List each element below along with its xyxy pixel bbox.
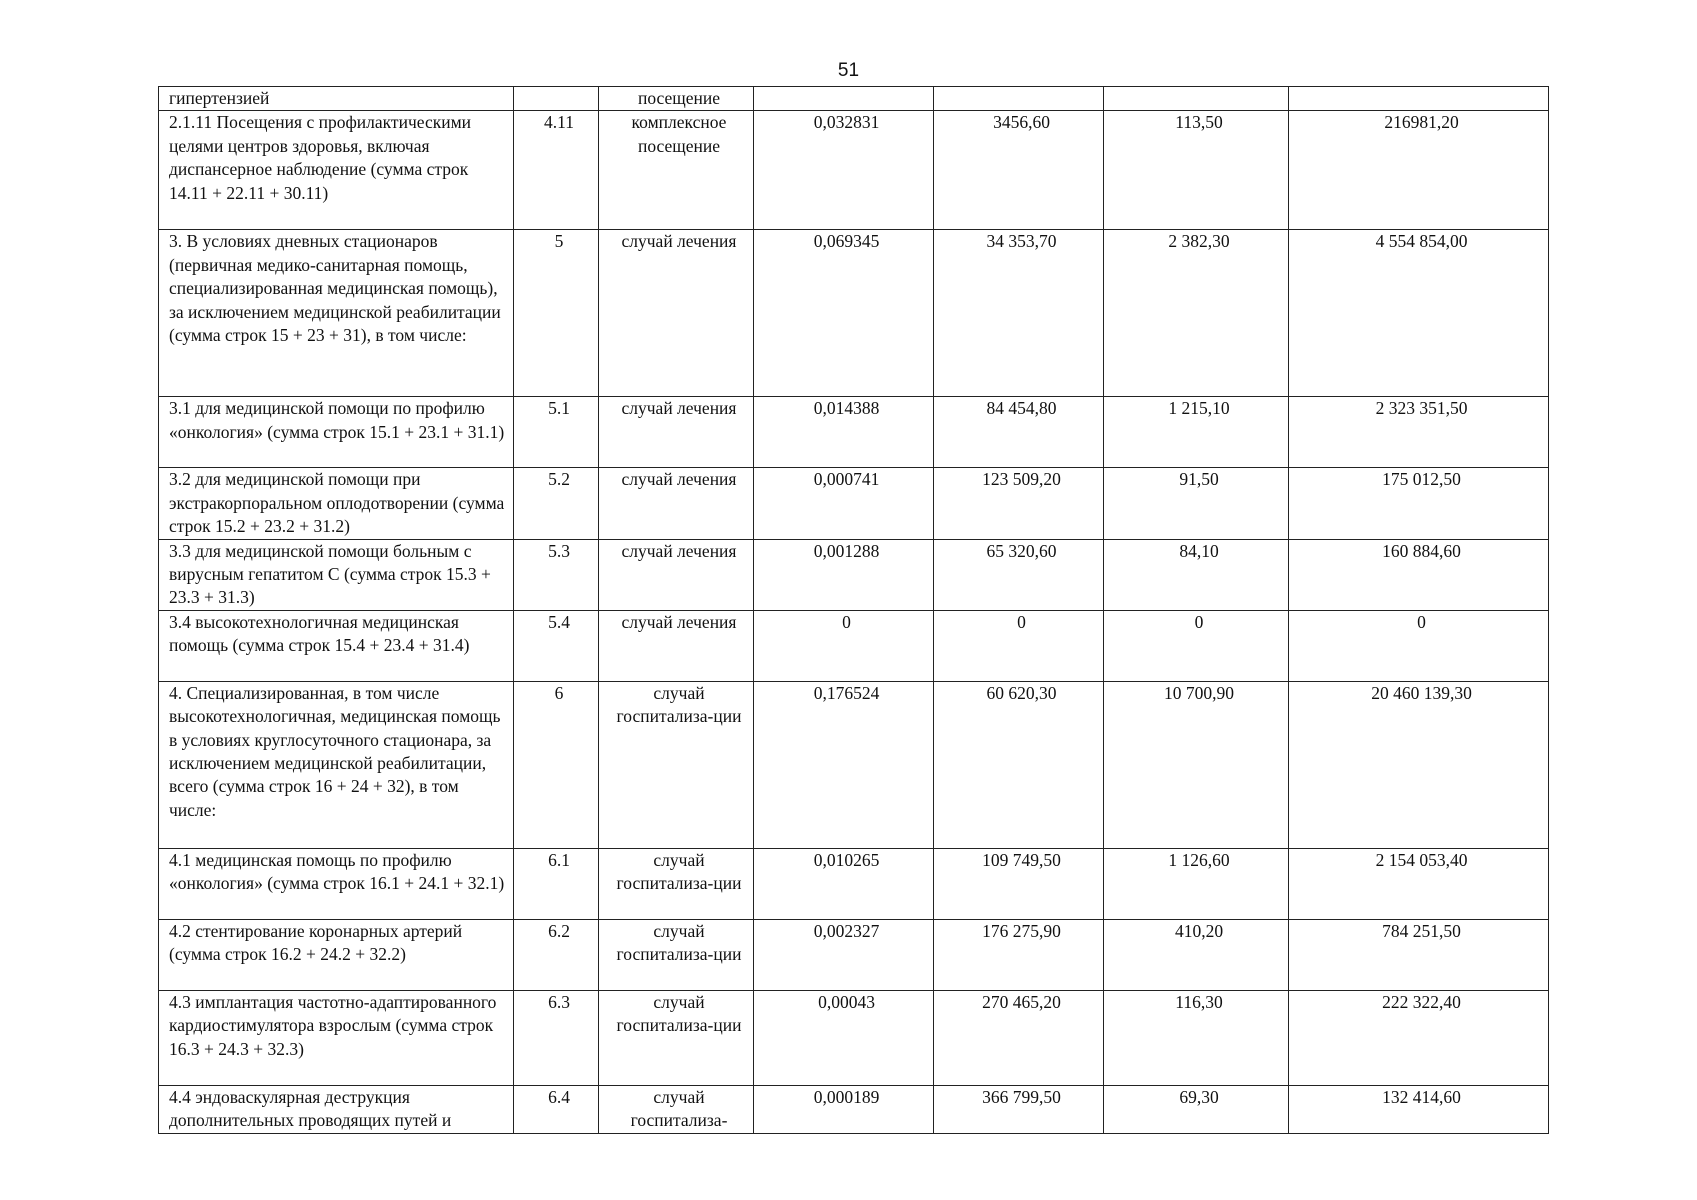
row-value4-cell: 132 414,60 (1289, 1085, 1549, 1133)
row-value1-cell: 0,000741 (754, 468, 934, 539)
row-value3-cell (1104, 87, 1289, 111)
row-name-cell: 4.1 медицинская помощь по профилю «онкология» (сумма строк 16.1 + 24.1 + 32.1) (159, 848, 514, 919)
row-value2-cell: 123 509,20 (934, 468, 1104, 539)
row-code-cell: 5.4 (514, 610, 599, 681)
row-name-cell: 2.1.11 Посещения с профилактическими целями центров здоровья, включая диспансерное наблюдение (сумма строк 14.11 + 22.11 + 30.11) (159, 111, 514, 230)
row-value1-cell: 0,002327 (754, 919, 934, 990)
row-value2-cell: 0 (934, 610, 1104, 681)
table-row (159, 230, 1549, 397)
table-row (159, 610, 1549, 681)
row-value3-cell: 410,20 (1104, 919, 1289, 990)
row-unit-cell: случай лечения (599, 230, 754, 397)
row-code-cell: 5.2 (514, 468, 599, 539)
table-row (159, 468, 1549, 539)
row-unit-cell: случай лечения (599, 610, 754, 681)
row-code-cell: 6.2 (514, 919, 599, 990)
row-unit-cell: случай лечения (599, 539, 754, 610)
table-row (159, 848, 1549, 919)
row-value4-cell: 160 884,60 (1289, 539, 1549, 610)
row-value2-cell: 34 353,70 (934, 230, 1104, 397)
table-row (159, 539, 1549, 610)
row-value2-cell: 60 620,30 (934, 681, 1104, 848)
row-value4-cell: 222 322,40 (1289, 990, 1549, 1085)
row-value1-cell: 0,000189 (754, 1085, 934, 1133)
row-unit-cell: случай госпитализа-ции (599, 848, 754, 919)
row-name-cell: 4. Специализированная, в том числе высокотехнологичная, медицинская помощь в условиях круглосуточного стационара, за исключением медицинской реабилитации, всего (сумма строк 16 + 24 + 32), в том числе: (159, 681, 514, 848)
table-body (159, 87, 1549, 1134)
row-unit-cell: случай лечения (599, 468, 754, 539)
row-value1-cell: 0,00043 (754, 990, 934, 1085)
row-value3-cell: 113,50 (1104, 111, 1289, 230)
row-value1-cell: 0,069345 (754, 230, 934, 397)
row-name-cell: 3. В условиях дневных стационаров (первичная медико-санитарная помощь, специализированная медицинская помощь), за исключением медицинской реабилитации (сумма строк 15 + 23 + 31), в том числе: (159, 230, 514, 397)
row-code-cell: 5 (514, 230, 599, 397)
row-value3-cell: 91,50 (1104, 468, 1289, 539)
table-row (159, 1085, 1549, 1133)
row-value2-cell: 366 799,50 (934, 1085, 1104, 1133)
row-value2-cell: 84 454,80 (934, 397, 1104, 468)
row-value3-cell: 2 382,30 (1104, 230, 1289, 397)
row-value3-cell: 0 (1104, 610, 1289, 681)
row-code-cell: 6.1 (514, 848, 599, 919)
row-value1-cell: 0,176524 (754, 681, 934, 848)
row-unit-cell: посещение (599, 87, 754, 111)
row-name-cell: 4.2 стентирование коронарных артерий (сумма строк 16.2 + 24.2 + 32.2) (159, 919, 514, 990)
row-value4-cell: 175 012,50 (1289, 468, 1549, 539)
row-name-cell: 3.2 для медицинской помощи при экстракорпоральном оплодотворении (сумма строк 15.2 + 23.2 + 31.2) (159, 468, 514, 539)
row-value4-cell: 0 (1289, 610, 1549, 681)
row-name-cell: 4.3 имплантация частотно-адаптированного кардиостимулятора взрослым (сумма строк 16.3 + 24.3 + 32.3) (159, 990, 514, 1085)
row-value3-cell: 116,30 (1104, 990, 1289, 1085)
row-value2-cell: 65 320,60 (934, 539, 1104, 610)
row-value2-cell: 176 275,90 (934, 919, 1104, 990)
row-value3-cell: 10 700,90 (1104, 681, 1289, 848)
row-code-cell: 6.3 (514, 990, 599, 1085)
row-code-cell: 4.11 (514, 111, 599, 230)
table-row (159, 87, 1549, 111)
row-value3-cell: 1 126,60 (1104, 848, 1289, 919)
row-unit-cell: случай госпитализа- (599, 1085, 754, 1133)
row-unit-cell: случай госпитализа-ции (599, 681, 754, 848)
row-value2-cell: 270 465,20 (934, 990, 1104, 1085)
page-number: 51 (837, 60, 860, 81)
table-row (159, 681, 1549, 848)
row-value3-cell: 69,30 (1104, 1085, 1289, 1133)
row-value1-cell: 0,032831 (754, 111, 934, 230)
table-row (159, 397, 1549, 468)
row-value2-cell (934, 87, 1104, 111)
row-unit-cell: случай госпитализа-ции (599, 990, 754, 1085)
row-name-cell: 4.4 эндоваскулярная деструкция дополнительных проводящих путей и (159, 1085, 514, 1133)
row-value1-cell (754, 87, 934, 111)
row-value4-cell: 20 460 139,30 (1289, 681, 1549, 848)
row-value1-cell: 0,001288 (754, 539, 934, 610)
row-value4-cell: 216981,20 (1289, 111, 1549, 230)
row-unit-cell: случай лечения (599, 397, 754, 468)
row-value2-cell: 3456,60 (934, 111, 1104, 230)
row-value3-cell: 84,10 (1104, 539, 1289, 610)
row-unit-cell: случай госпитализа-ции (599, 919, 754, 990)
row-value2-cell: 109 749,50 (934, 848, 1104, 919)
table-row (159, 919, 1549, 990)
row-value4-cell: 4 554 854,00 (1289, 230, 1549, 397)
data-table (158, 86, 1549, 1134)
table-row (159, 111, 1549, 230)
row-value4-cell (1289, 87, 1549, 111)
row-unit-cell: комплексное посещение (599, 111, 754, 230)
row-value4-cell: 2 154 053,40 (1289, 848, 1549, 919)
row-name-cell: гипертензией (159, 87, 514, 111)
table-row (159, 990, 1549, 1085)
row-value4-cell: 784 251,50 (1289, 919, 1549, 990)
row-code-cell: 5.1 (514, 397, 599, 468)
row-name-cell: 3.4 высокотехнологичная медицинская помощь (сумма строк 15.4 + 23.4 + 31.4) (159, 610, 514, 681)
row-value1-cell: 0 (754, 610, 934, 681)
row-code-cell (514, 87, 599, 111)
row-code-cell: 6 (514, 681, 599, 848)
row-value1-cell: 0,010265 (754, 848, 934, 919)
row-value3-cell: 1 215,10 (1104, 397, 1289, 468)
row-name-cell: 3.1 для медицинской помощи по профилю «онкология» (сумма строк 15.1 + 23.1 + 31.1) (159, 397, 514, 468)
row-name-cell: 3.3 для медицинской помощи больным с вирусным гепатитом С (сумма строк 15.3 + 23.3 + 31.3) (159, 539, 514, 610)
row-code-cell: 5.3 (514, 539, 599, 610)
row-value4-cell: 2 323 351,50 (1289, 397, 1549, 468)
row-value1-cell: 0,014388 (754, 397, 934, 468)
row-code-cell: 6.4 (514, 1085, 599, 1133)
